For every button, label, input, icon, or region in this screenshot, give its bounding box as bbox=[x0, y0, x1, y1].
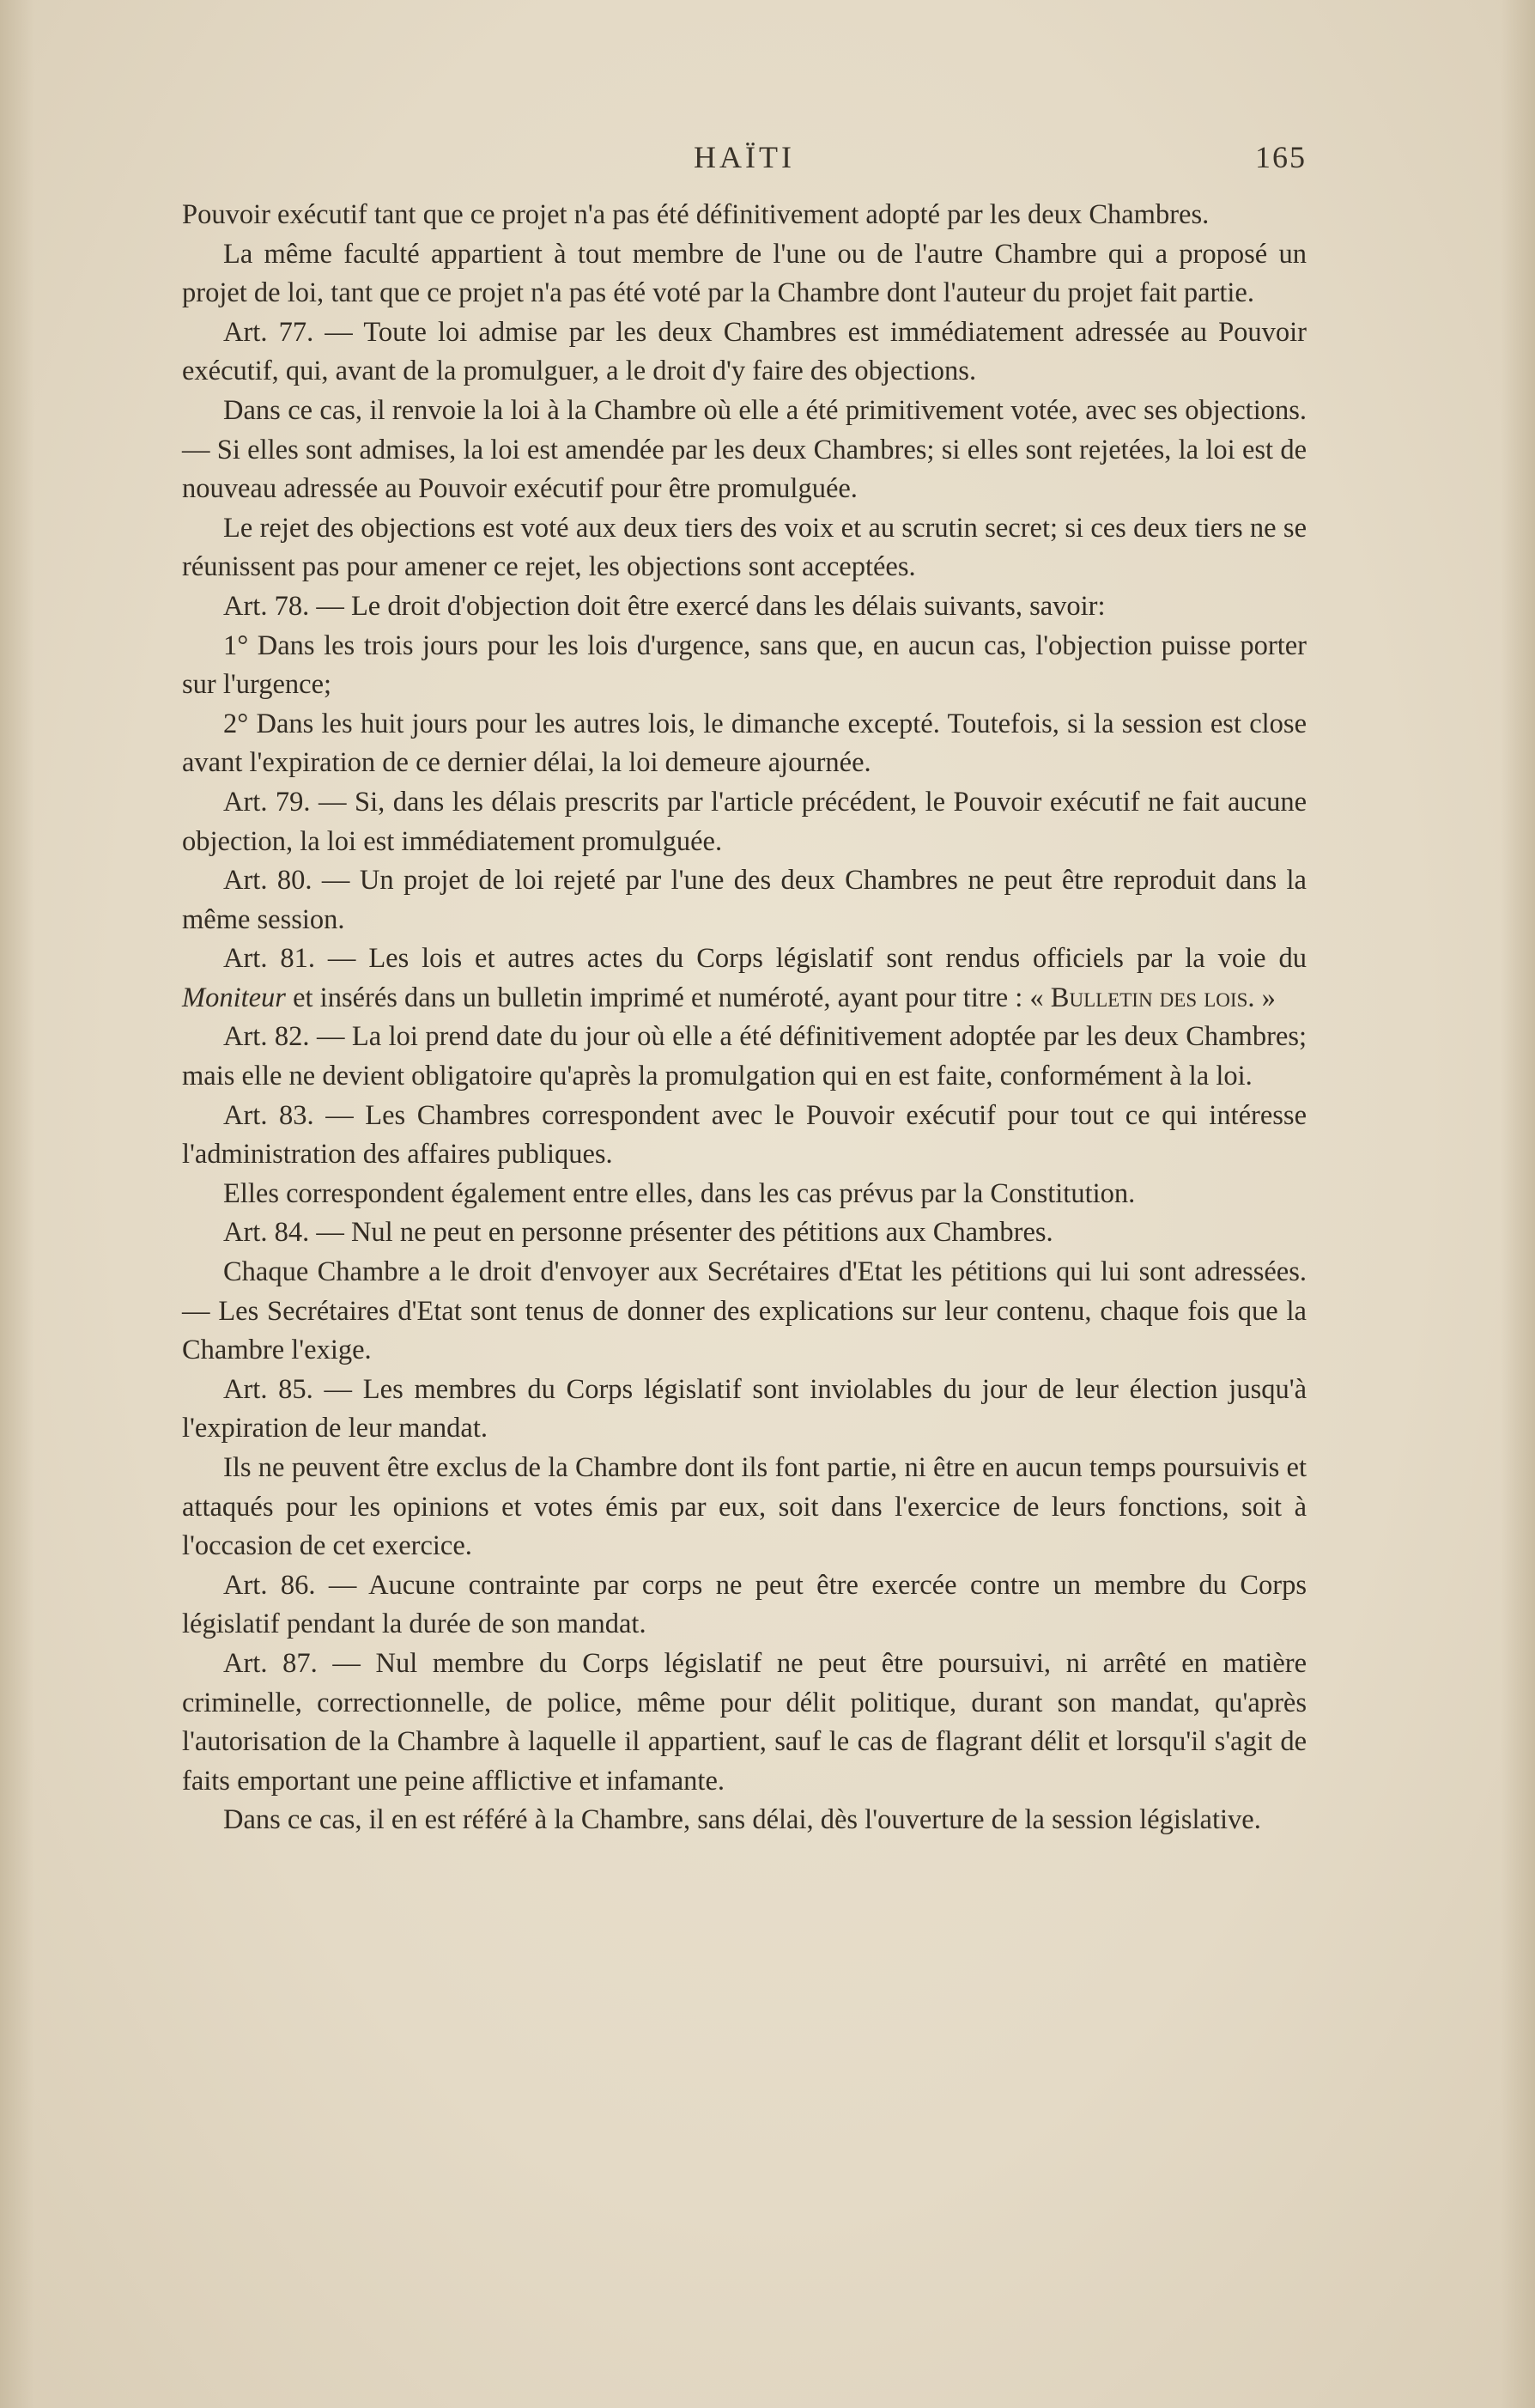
paragraph: Le rejet des objections est voté aux deux tiers des voix et au scrutin secret; si ces deux tiers ne se réunissent pas pour amener ce rejet, les objections sont acceptées. bbox=[182, 512, 1307, 583]
paragraph: La même faculté appartient à tout membre de l'une ou de l'autre Chambre qui a proposé un projet de loi, tant que ce projet n'a pas été voté par la Chambre dont l'auteur du projet fait partie. bbox=[182, 238, 1307, 309]
list-item: 2° Dans les huit jours pour les autres lois, le dimanche excepté. Toutefois, si la session est close avant l'expiration de ce dernier délai, la loi demeure ajournée. bbox=[182, 708, 1307, 779]
article-87: Art. 87. — Nul membre du Corps législatif ne peut être poursuivi, ni arrêté en matière criminelle, correctionnelle, de police, même pour délit politique, durant son mandat, qu'après l'autorisation de la Chambre à laquelle il appartient, sauf le cas de flagrant délit et lorsqu'il s'agit de faits emportant une peine afflictive et infamante. bbox=[182, 1647, 1307, 1797]
running-title: HAÏTI bbox=[694, 140, 795, 174]
article-77: Art. 77. — Toute loi admise par les deux Chambres est immédiatement adressée au Pouvoir exécutif, qui, avant de la promulguer, a le droit d'y faire des objections. bbox=[182, 316, 1307, 387]
article-81-text-middle: et insérés dans un bulletin imprimé et numéroté, ayant pour titre : « bbox=[285, 982, 1051, 1013]
article-81 bbox=[182, 939, 1307, 1018]
page-edge-shadow-left bbox=[0, 0, 34, 2408]
moniteur-italic: Moniteur bbox=[182, 982, 286, 1013]
body-text bbox=[182, 196, 1307, 1840]
page-edge-shadow-right bbox=[1501, 0, 1535, 2408]
page-number: 165 bbox=[1255, 140, 1307, 174]
paragraph: Ils ne peuvent être exclus de la Chambre dont ils font partie, ni être en aucun temps poursuivis et attaqués pour les opinions et votes émis par eux, soit dans l'exercice de leurs fonctions, soit à l'occasion de cet exercice. bbox=[182, 1452, 1307, 1562]
article-78: Art. 78. — Le droit d'objection doit être exercé dans les délais suivants, savoir: bbox=[223, 590, 1106, 622]
article-84: Art. 84. — Nul ne peut en personne présenter des pétitions aux Chambres. bbox=[223, 1217, 1053, 1249]
page-header bbox=[182, 139, 1307, 182]
article-81-text-end: . » bbox=[1247, 982, 1276, 1013]
bulletin-des-lois-smallcaps: Bulletin des lois bbox=[1050, 982, 1248, 1013]
paragraph: Pouvoir exécutif tant que ce projet n'a pas été définitivement adopté par les deux Chambres. bbox=[182, 199, 1210, 230]
article-83: Art. 83. — Les Chambres correspondent avec le Pouvoir exécutif pour tout ce qui intéresse l'administration des affaires publiques. bbox=[182, 1099, 1307, 1171]
paragraph: Dans ce cas, il en est référé à la Chambre, sans délai, dès l'ouverture de la session législative. bbox=[223, 1804, 1261, 1836]
paragraph: Dans ce cas, il renvoie la loi à la Chambre où elle a été primitivement votée, avec ses objections. — Si elles sont admises, la loi est amendée par les deux Chambres; si elles sont rejetées, la loi est de nouveau adressée au Pouvoir exécutif pour être promulguée. bbox=[182, 394, 1307, 505]
article-80: Art. 80. — Un projet de loi rejeté par l'une des deux Chambres ne peut être reproduit dans la même session. bbox=[182, 865, 1307, 935]
article-79: Art. 79. — Si, dans les délais prescrits par l'article précédent, le Pouvoir exécutif ne fait aucune objection, la loi est immédiatement promulguée. bbox=[182, 786, 1307, 857]
paragraph: Chaque Chambre a le droit d'envoyer aux Secrétaires d'Etat les pétitions qui lui sont adressées. — Les Secrétaires d'Etat sont tenus de donner des explications sur leur contenu, chaque fois que la Chambre l'exige. bbox=[182, 1256, 1307, 1366]
article-82: Art. 82. — La loi prend date du jour où elle a été définitivement adoptée par les deux Chambres; mais elle ne devient obligatoire qu'après la promulgation qui en est faite, conformément à la loi. bbox=[182, 1021, 1307, 1092]
paragraph: Elles correspondent également entre elles, dans les cas prévus par la Constitution. bbox=[223, 1177, 1136, 1209]
article-85: Art. 85. — Les membres du Corps législatif sont inviolables du jour de leur élection jusqu'à l'expiration de leur mandat. bbox=[182, 1373, 1307, 1444]
article-86: Art. 86. — Aucune contrainte par corps ne peut être exercée contre un membre du Corps législatif pendant la durée de son mandat. bbox=[182, 1569, 1307, 1640]
list-item: 1° Dans les trois jours pour les lois d'urgence, sans que, en aucun cas, l'objection puisse porter sur l'urgence; bbox=[182, 629, 1307, 701]
article-81-text-start: Art. 81. — Les lois et autres actes du Corps législatif sont rendus officiels par la voie du bbox=[223, 943, 1307, 975]
